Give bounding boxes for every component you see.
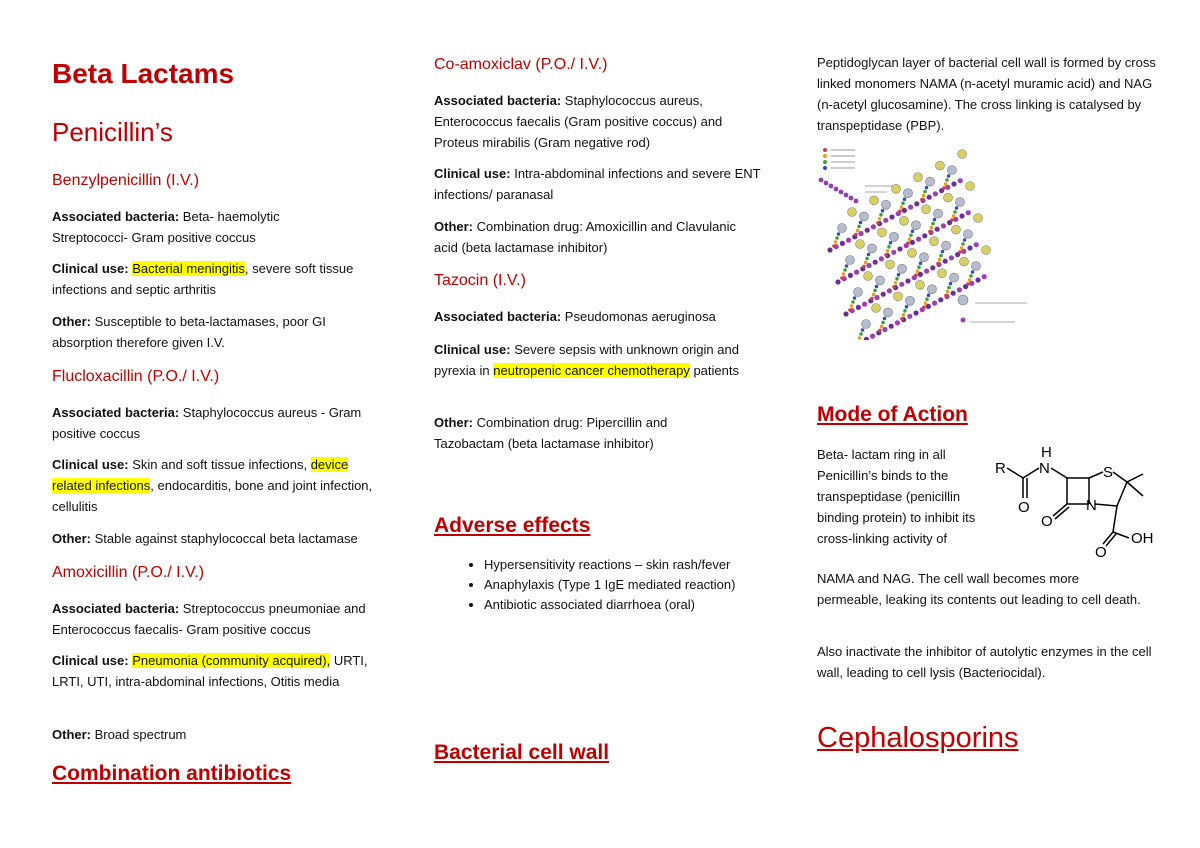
drug-associated	[52, 206, 352, 248]
field-label: Other:	[52, 314, 91, 329]
legend-dot	[823, 160, 827, 164]
sugar-bead	[924, 269, 929, 274]
sugar-bead	[897, 246, 902, 251]
sugar-bead	[959, 213, 964, 218]
peptide-bead	[922, 194, 926, 198]
crosslink-node	[908, 248, 917, 257]
penicillin-structure-image	[985, 440, 1165, 565]
peptide-bead	[901, 201, 905, 205]
legend-dot	[823, 166, 827, 170]
peptide-bead	[884, 253, 888, 257]
sugar-bead	[871, 224, 876, 229]
field-value: , endocarditis, bone and joint infection, cellulitis	[52, 478, 373, 514]
atom-oh-label: OH	[1131, 530, 1154, 547]
crosslink-node	[860, 212, 869, 221]
atom-s-label: S	[1103, 464, 1114, 481]
sugar-bead	[854, 270, 859, 275]
field-value: Broad spectrum	[94, 727, 187, 742]
peptide-bead	[944, 294, 948, 298]
mode-of-action-text-2: NAMA and NAG. The cell wall becomes more permeable, leaking its contents out leading to cell death.	[817, 571, 1141, 607]
peptide-bead	[853, 296, 857, 300]
drug-other	[434, 216, 754, 258]
sugar-bead	[891, 250, 896, 255]
sugar-bead	[907, 314, 912, 319]
drug-name: Flucloxacillin (P.O./ I.V.)	[52, 368, 220, 385]
field-value: Streptococcus pneumoniae and Enterococcus faecalis- Gram positive coccus	[52, 601, 366, 637]
peptide-bead	[960, 246, 964, 250]
peptide-bead	[837, 232, 841, 236]
field-label: Associated bacteria:	[52, 405, 180, 420]
crosslink-node	[884, 308, 893, 317]
field-label: Clinical use:	[434, 166, 511, 181]
field-label: Clinical use:	[52, 261, 129, 276]
atom-n-label: N	[1039, 460, 1050, 477]
crosslink-node	[912, 221, 921, 230]
adverse-effects-heading: Adverse effects	[434, 514, 591, 537]
sugar-bead	[930, 265, 935, 270]
crosslink-node	[972, 262, 981, 271]
field-value: Combination drug: Pipercillin and Tazobactam (beta lactamase inhibitor)	[434, 415, 668, 451]
peptidoglycan-lattice-image	[815, 140, 1075, 340]
highlighted-text: Bacterial meningitis	[132, 261, 245, 276]
peptide-bead	[861, 328, 865, 332]
peptide-bead	[883, 317, 887, 321]
list-item: • Anaphylaxis (Type 1 IgE mediated reaction)	[484, 575, 804, 595]
beta-lactam-structure	[985, 440, 1165, 565]
field-label: Associated bacteria:	[434, 309, 562, 324]
drug-clinical	[52, 650, 372, 692]
field-label: Clinical use:	[434, 342, 511, 357]
peptide-bead	[905, 305, 909, 309]
sugar-bead	[864, 337, 869, 340]
sugar-bead	[839, 190, 844, 195]
peptide-bead	[859, 332, 863, 336]
highlighted-text: Pneumonia (community acquired),	[132, 653, 331, 668]
peptide-bead	[862, 265, 866, 269]
page-title: Beta Lactams	[52, 58, 235, 89]
legend-dot	[823, 148, 827, 152]
peptide-bead	[903, 197, 907, 201]
atom-r-label: R	[995, 460, 1006, 477]
sugar-bead	[866, 263, 871, 268]
sugar-bead	[916, 237, 921, 242]
highlighted-text: device related infections	[52, 457, 349, 493]
peptide-bead	[887, 245, 891, 249]
drug-other	[52, 528, 392, 549]
sugar-bead	[874, 295, 879, 300]
sugar-bead	[927, 195, 932, 200]
sugar-bead	[899, 282, 904, 287]
mode-of-action-heading: Mode of Action	[817, 403, 968, 426]
crosslink-node	[920, 253, 929, 262]
drug-associated	[434, 306, 764, 327]
sugar-bead	[835, 279, 840, 284]
crosslink-node	[928, 285, 937, 294]
peptide-bead	[867, 253, 871, 257]
peptide-bead	[878, 329, 882, 333]
sugar-bead	[858, 231, 863, 236]
sugar-bead	[887, 288, 892, 293]
peptide-bead	[900, 205, 904, 209]
sugar-bead	[843, 311, 848, 316]
field-value: Pseudomonas aeruginosa	[564, 309, 716, 324]
peptidoglycan-intro: Peptidoglycan layer of bacterial cell wall is formed by cross linked monomers NAMA (n-acetyl muramic acid) and NAG (n-acetyl glucosamine). The cross linking is catalysed by transpeptidase (PBP).	[817, 55, 1156, 133]
peptide-bead	[928, 230, 932, 234]
drug-associated	[434, 90, 764, 153]
peptide-bead	[952, 214, 956, 218]
peptidoglycan-diagram	[815, 140, 1075, 340]
peptide-bead	[924, 301, 928, 305]
crosslink-node	[878, 228, 887, 237]
peptide-bead	[968, 278, 972, 282]
crosslink-node	[864, 272, 873, 281]
crosslink-node	[948, 166, 957, 175]
sugar-bead	[879, 256, 884, 261]
crosslink-node	[950, 273, 959, 282]
list-item: • Hypersensitivity reactions – skin rash/fever	[484, 555, 804, 575]
peptide-bead	[835, 236, 839, 240]
sugar-bead	[824, 181, 829, 186]
field-label: Clinical use:	[52, 653, 129, 668]
peptide-bead	[894, 281, 898, 285]
drug-other	[434, 412, 734, 454]
field-label: Clinical use:	[52, 457, 129, 472]
sugar-bead	[882, 327, 887, 332]
crosslink-node	[890, 232, 899, 241]
peptide-bead	[886, 249, 890, 253]
field-label: Associated bacteria:	[434, 93, 562, 108]
peptide-bead	[920, 198, 924, 202]
crosslink-node	[942, 241, 951, 250]
crosslink-node	[876, 276, 885, 285]
crosslink-node	[952, 225, 961, 234]
sugar-bead	[834, 187, 839, 192]
peptide-bead	[864, 261, 868, 265]
drug-clinical	[52, 258, 372, 300]
field-value: URTI, LRTI, UTI, intra-abdominal infections, Otitis media	[52, 653, 368, 689]
sugar-bead	[905, 278, 910, 283]
peptide-bead	[842, 272, 846, 276]
peptide-bead	[917, 265, 921, 269]
sugar-bead	[941, 223, 946, 228]
sugar-bead	[951, 181, 956, 186]
peptide-bead	[922, 305, 926, 309]
sugar-bead	[949, 255, 954, 260]
crosslink-node	[916, 280, 925, 289]
sugar-bead	[889, 214, 894, 219]
field-value: Stable against staphylococcal beta lactamase	[94, 531, 358, 546]
peptide-bead	[936, 262, 940, 266]
peptide-bead	[897, 273, 901, 277]
crosslink-node	[900, 216, 909, 225]
peptide-bead	[939, 254, 943, 258]
field-value: Skin and soft tissue infections,	[132, 457, 308, 472]
field-value: Beta- haemolytic Streptococci- Gram positive coccus	[52, 209, 280, 245]
sugar-bead	[982, 274, 987, 279]
legend-node	[961, 318, 966, 323]
peptide-bead	[947, 286, 951, 290]
peptide-bead	[925, 186, 929, 190]
adverse-effects-list	[434, 555, 804, 615]
crosslink-node	[872, 304, 881, 313]
field-label: Associated bacteria:	[52, 209, 180, 224]
crosslink-node	[906, 296, 915, 305]
crosslink-node	[846, 256, 855, 265]
drug-clinical	[434, 163, 764, 205]
peptide-bead	[947, 174, 951, 178]
crosslink-node	[886, 260, 895, 269]
peptide-bead	[933, 218, 937, 222]
crosslink-node	[960, 257, 969, 266]
drug-name: Co-amoxiclav (P.O./ I.V.)	[434, 56, 608, 73]
crosslink-node	[870, 196, 879, 205]
sugar-bead	[958, 178, 963, 183]
drug-clinical	[52, 454, 374, 517]
field-label: Other:	[434, 219, 473, 234]
peptide-bead	[945, 178, 949, 182]
sugar-bead	[856, 305, 861, 310]
peptide-bead	[969, 274, 973, 278]
sugar-bead	[829, 184, 834, 189]
peptide-bead	[909, 233, 913, 237]
peptide-bead	[872, 293, 876, 297]
sugar-bead	[967, 245, 972, 250]
atom-h-label: H	[1041, 444, 1052, 461]
peptide-bead	[958, 250, 962, 254]
peptide-bead	[916, 269, 920, 273]
peptide-bead	[892, 285, 896, 289]
sugar-bead	[913, 310, 918, 315]
peptide-bead	[930, 226, 934, 230]
peptide-bead	[875, 285, 879, 289]
peptide-bead	[856, 229, 860, 233]
sugar-bead	[975, 277, 980, 282]
sugar-bead	[938, 297, 943, 302]
peptide-bead	[902, 313, 906, 317]
sugar-bead	[873, 260, 878, 265]
crosslink-node	[922, 205, 931, 214]
peptide-bead	[854, 233, 858, 237]
field-label: Other:	[434, 415, 473, 430]
atom-o-label: O	[1095, 544, 1107, 561]
peptide-bead	[848, 308, 852, 312]
crosslink-node	[958, 150, 967, 159]
highlighted-text: neutropenic cancer chemotherapy	[493, 363, 690, 378]
peptide-bead	[903, 309, 907, 313]
sugar-bead	[819, 178, 824, 183]
legend-dot	[823, 154, 827, 158]
sugar-bead	[881, 292, 886, 297]
sugar-bead	[862, 302, 867, 307]
peptide-bead	[900, 317, 904, 321]
crosslink-node	[854, 288, 863, 297]
sugar-bead	[827, 247, 832, 252]
peptide-bead	[927, 293, 931, 297]
sugar-bead	[974, 242, 979, 247]
peptide-bead	[925, 297, 929, 301]
crosslink-node	[898, 264, 907, 273]
atom-o-label: O	[1041, 513, 1053, 530]
sugar-bead	[870, 334, 875, 339]
crosslink-node	[882, 200, 891, 209]
drug-name: Benzylpenicillin (I.V.)	[52, 172, 200, 189]
sugar-bead	[922, 233, 927, 238]
sugar-bead	[957, 287, 962, 292]
crosslink-node	[934, 209, 943, 218]
sugar-bead	[895, 320, 900, 325]
peptide-bead	[919, 261, 923, 265]
drug-other	[52, 311, 352, 353]
peptide-bead	[895, 277, 899, 281]
atom-o-label: O	[1018, 499, 1030, 516]
field-value: Intra-abdominal infections and severe ENT infections/ paranasal	[434, 166, 761, 202]
peptide-bead	[914, 273, 918, 277]
sugar-bead	[914, 201, 919, 206]
crosslink-node	[944, 193, 953, 202]
peptide-bead	[832, 244, 836, 248]
peptide-bead	[870, 297, 874, 301]
peptide-bead	[938, 258, 942, 262]
crosslink-node	[982, 246, 991, 255]
sugar-bead	[848, 273, 853, 278]
peptide-bead	[843, 268, 847, 272]
atom-n-label: N	[1086, 497, 1097, 514]
combination-heading: Combination antibiotics	[52, 762, 292, 785]
peptide-bead	[889, 241, 893, 245]
peptide-bead	[858, 336, 862, 340]
peptide-bead	[955, 206, 959, 210]
peptide-bead	[944, 182, 948, 186]
peptide-bead	[923, 190, 927, 194]
crosslink-node	[966, 182, 975, 191]
peptide-bead	[946, 290, 950, 294]
field-value: Staphylococcus aureus, Enterococcus faecalis (Gram positive coccus) and Proteus mirabilis (Gram negative rod)	[434, 93, 723, 150]
peptide-bead	[953, 210, 957, 214]
peptide-bead	[961, 242, 965, 246]
crosslink-node	[956, 198, 965, 207]
field-value: Combination drug: Amoxicillin and Clavulanic acid (beta lactamase inhibitor)	[434, 219, 737, 255]
peptide-bead	[876, 221, 880, 225]
field-value: , severe soft tissue infections and septic arthritis	[52, 261, 354, 297]
field-value: Severe sepsis with unknown origin and pyrexia in	[434, 342, 739, 378]
cephalosporins-heading: Cephalosporins	[817, 722, 1019, 754]
crosslink-node	[930, 237, 939, 246]
crosslink-node	[862, 320, 871, 329]
drug-associated	[52, 598, 372, 640]
peptide-bead	[931, 222, 935, 226]
peptide-bead	[950, 218, 954, 222]
peptide-bead	[859, 221, 863, 225]
drug-other	[52, 724, 352, 745]
peptide-bead	[857, 225, 861, 229]
crosslink-node	[894, 292, 903, 301]
crosslink-node	[926, 177, 935, 186]
peptide-bead	[881, 321, 885, 325]
peptide-bead	[963, 238, 967, 242]
field-value: Susceptible to beta-lactamases, poor GI absorption therefore given I.V.	[52, 314, 326, 350]
bacterial-cell-wall-heading: Bacterial cell wall	[434, 741, 610, 764]
legend-node	[958, 295, 968, 305]
peptide-bead	[850, 304, 854, 308]
crosslink-node	[964, 230, 973, 239]
sugar-bead	[889, 324, 894, 329]
peptide-bead	[966, 282, 970, 286]
crosslink-node	[856, 240, 865, 249]
sugar-bead	[932, 301, 937, 306]
crosslink-node	[974, 214, 983, 223]
crosslink-node	[868, 244, 877, 253]
crosslink-node	[892, 184, 901, 193]
peptide-bead	[906, 241, 910, 245]
field-label: Other:	[52, 531, 91, 546]
sugar-bead	[854, 199, 859, 204]
sugar-bead	[933, 191, 938, 196]
peptide-bead	[942, 186, 946, 190]
peptide-bead	[949, 282, 953, 286]
crosslink-node	[938, 269, 947, 278]
peptide-bead	[911, 229, 915, 233]
peptide-bead	[941, 250, 945, 254]
sugar-bead	[844, 193, 849, 198]
drug-name: Amoxicillin (P.O./ I.V.)	[52, 564, 205, 581]
sugar-bead	[966, 210, 971, 215]
crosslink-node	[936, 161, 945, 170]
peptide-bead	[971, 270, 975, 274]
crosslink-node	[848, 208, 857, 217]
peptide-bead	[880, 325, 884, 329]
field-value: Staphylococcus aureus - Gram positive coccus	[52, 405, 362, 441]
drug-associated	[52, 402, 382, 444]
sugar-bead	[840, 241, 845, 246]
peptide-bead	[878, 217, 882, 221]
peptide-bead	[834, 240, 838, 244]
peptide-bead	[908, 237, 912, 241]
drug-name: Tazocin (I.V.)	[434, 272, 526, 289]
sugar-bead	[908, 205, 913, 210]
mode-of-action-text-3: Also inactivate the inhibitor of autolytic enzymes in the cell wall, leading to cell lysis (Bacteriocidal).	[817, 644, 1152, 680]
peptide-bead	[881, 209, 885, 213]
sugar-bead	[943, 259, 948, 264]
peptide-bead	[873, 289, 877, 293]
crosslink-node	[904, 189, 913, 198]
drug-clinical	[434, 339, 774, 381]
field-label: Other:	[52, 727, 91, 742]
sugar-bead	[846, 238, 851, 243]
field-label: Associated bacteria:	[52, 601, 180, 616]
crosslink-node	[914, 173, 923, 182]
peptide-bead	[840, 276, 844, 280]
peptide-bead	[851, 300, 855, 304]
crosslink-node	[838, 224, 847, 233]
sugar-bead	[951, 291, 956, 296]
peptide-bead	[879, 213, 883, 217]
sugar-bead	[849, 196, 854, 201]
sugar-bead	[883, 218, 888, 223]
mode-of-action-text-1: Beta- lactam ring in all Penicillin’s binds to the transpeptidase (penicillin binding protein) to inhibit its cross-linking activity of	[817, 447, 976, 546]
peptide-bead	[845, 264, 849, 268]
list-item: • Antibiotic associated diarrhoea (oral)	[484, 595, 804, 615]
section-subtitle: Penicillin’s	[52, 117, 173, 147]
sugar-bead	[935, 227, 940, 232]
field-value: patients	[693, 363, 739, 378]
peptide-bead	[865, 257, 869, 261]
peptide-bead	[898, 209, 902, 213]
sugar-bead	[865, 228, 870, 233]
